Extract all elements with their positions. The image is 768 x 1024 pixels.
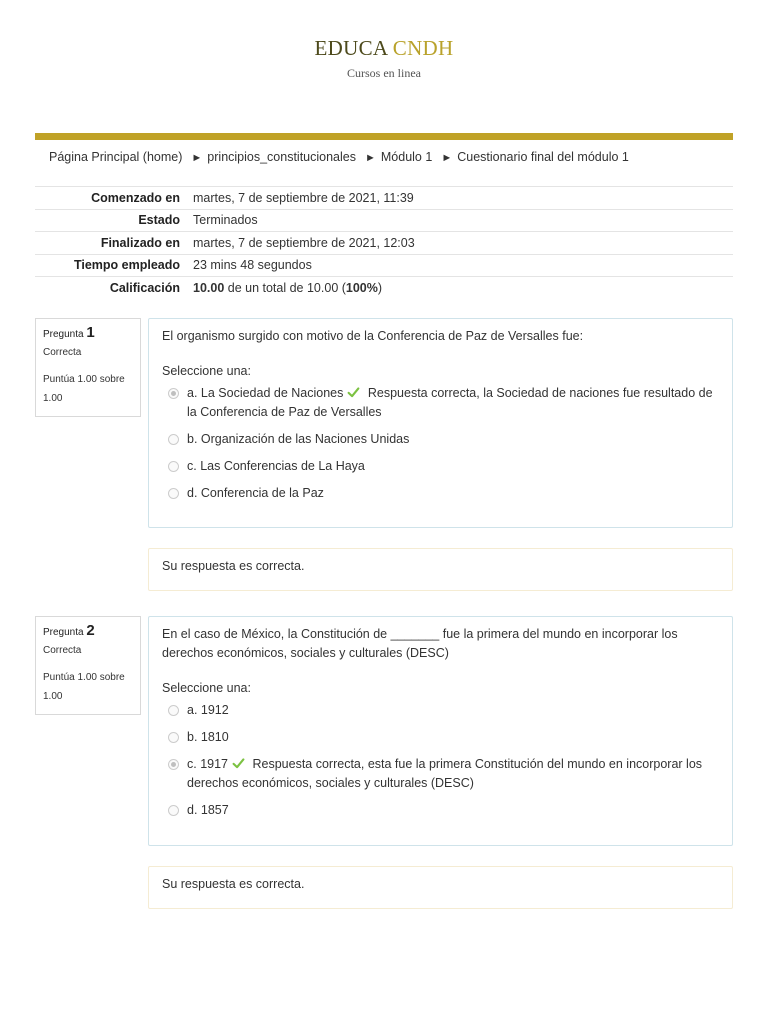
summary-row-time <box>35 254 733 277</box>
radio-button[interactable] <box>168 434 179 445</box>
summary-row-grade <box>35 277 733 299</box>
check-icon <box>347 386 360 399</box>
feedback-text: Su respuesta es correcta. <box>162 877 305 891</box>
question-status: Correcta <box>43 645 82 656</box>
summary-value: 23 mins 48 segundos <box>193 254 733 277</box>
feedback-text: Su respuesta es correcta. <box>162 559 305 573</box>
question-info-1 <box>35 318 141 417</box>
summary-value <box>193 277 733 299</box>
grade-score: 10.00 <box>193 280 225 295</box>
summary-row-finished <box>35 232 733 255</box>
answer-option[interactable] <box>162 430 720 449</box>
summary-label: Comenzado en <box>35 187 193 210</box>
answer-feedback: Respuesta correcta, esta fue la primera Constitución del mundo en incorporar los derechos económicos, sociales y culturales (DESC) <box>187 757 703 790</box>
question-content-1 <box>148 318 733 528</box>
radio-button[interactable] <box>168 759 179 770</box>
answer-prompt: Seleccione una: <box>162 681 251 695</box>
check-icon <box>232 757 245 770</box>
answer-option[interactable] <box>162 484 720 503</box>
question-grade: Puntúa 1.00 sobre 1.00 <box>43 672 125 702</box>
brand-part1: EDUCA <box>314 36 388 60</box>
summary-label: Tiempo empleado <box>35 254 193 277</box>
question-status: Correcta <box>43 347 82 358</box>
question-text: En el caso de México, la Constitución de _______ fue la primera del mundo en incorporar los derechos económicos, sociales y culturales (DESC) <box>162 627 678 660</box>
answer-label: a. La Sociedad de Naciones Respuesta correcta, la Sociedad de naciones fue resultado de la Conferencia de Paz de Versalles <box>187 386 713 419</box>
site-tagline: Cursos en linea <box>347 66 421 80</box>
answer-option[interactable] <box>162 801 720 820</box>
question-grade: Puntúa 1.00 sobre 1.00 <box>43 374 125 404</box>
summary-value: martes, 7 de septiembre de 2021, 11:39 <box>193 187 733 210</box>
breadcrumb-module[interactable]: Módulo 1 <box>380 150 433 164</box>
brand-part2: CNDH <box>392 36 454 60</box>
summary-value: Terminados <box>193 209 733 232</box>
radio-button[interactable] <box>168 705 179 716</box>
answer-prompt: Seleccione una: <box>162 364 251 378</box>
breadcrumb <box>49 150 629 164</box>
breadcrumb-course[interactable]: principios_constitucionales <box>207 150 356 164</box>
question-info-2 <box>35 616 141 715</box>
breadcrumb-home[interactable]: Página Principal (home) <box>49 150 183 164</box>
summary-row-started <box>35 187 733 210</box>
breadcrumb-quiz[interactable]: Cuestionario final del módulo 1 <box>457 150 629 164</box>
breadcrumb-separator-icon: ► <box>191 152 203 164</box>
site-logo[interactable] <box>0 36 768 61</box>
answer-option[interactable] <box>162 728 720 747</box>
answer-label: b. 1810 <box>187 730 229 744</box>
answer-feedback: Respuesta correcta, la Sociedad de naciones fue resultado de la Conferencia de Paz de Versalles <box>187 386 713 419</box>
breadcrumb-separator-icon: ► <box>365 152 376 164</box>
answer-label: a. 1912 <box>187 703 229 717</box>
header-divider <box>35 133 733 140</box>
answer-option[interactable] <box>162 384 720 422</box>
radio-button[interactable] <box>168 805 179 816</box>
question-number: 2 <box>86 622 95 639</box>
summary-row-state <box>35 209 733 232</box>
summary-label: Calificación <box>35 277 193 299</box>
answer-label: c. Las Conferencias de La Haya <box>187 459 365 473</box>
breadcrumb-separator-icon: ► <box>441 152 453 164</box>
question-content-2 <box>148 616 733 846</box>
question-feedback-1 <box>148 548 733 591</box>
answer-label: b. Organización de las Naciones Unidas <box>187 432 410 446</box>
answer-label: d. Conferencia de la Paz <box>187 486 324 500</box>
answer-label: c. 1917 Respuesta correcta, esta fue la primera Constitución del mundo en incorporar los derechos económicos, sociales y culturales (DESC) <box>187 757 703 790</box>
radio-button[interactable] <box>168 461 179 472</box>
question-label: Pregunta <box>43 627 84 638</box>
radio-button[interactable] <box>168 732 179 743</box>
radio-button[interactable] <box>168 488 179 499</box>
answer-label: d. 1857 <box>187 803 229 817</box>
answer-option[interactable] <box>162 457 720 476</box>
summary-value: martes, 7 de septiembre de 2021, 12:03 <box>193 232 733 255</box>
grade-percent: 100% <box>345 280 378 295</box>
summary-label: Estado <box>35 209 193 232</box>
question-feedback-2 <box>148 866 733 909</box>
attempt-summary-table <box>35 186 733 299</box>
question-label: Pregunta <box>43 329 84 340</box>
grade-total: de un total de 10.00 ( <box>224 280 346 295</box>
radio-button[interactable] <box>168 388 179 399</box>
question-text: El organismo surgido con motivo de la Conferencia de Paz de Versalles fue: <box>162 329 584 343</box>
site-header <box>0 36 768 81</box>
question-number: 1 <box>86 324 95 341</box>
grade-close: ) <box>377 280 383 295</box>
answer-option[interactable] <box>162 701 720 720</box>
answer-option[interactable] <box>162 755 720 793</box>
summary-label: Finalizado en <box>35 232 193 255</box>
